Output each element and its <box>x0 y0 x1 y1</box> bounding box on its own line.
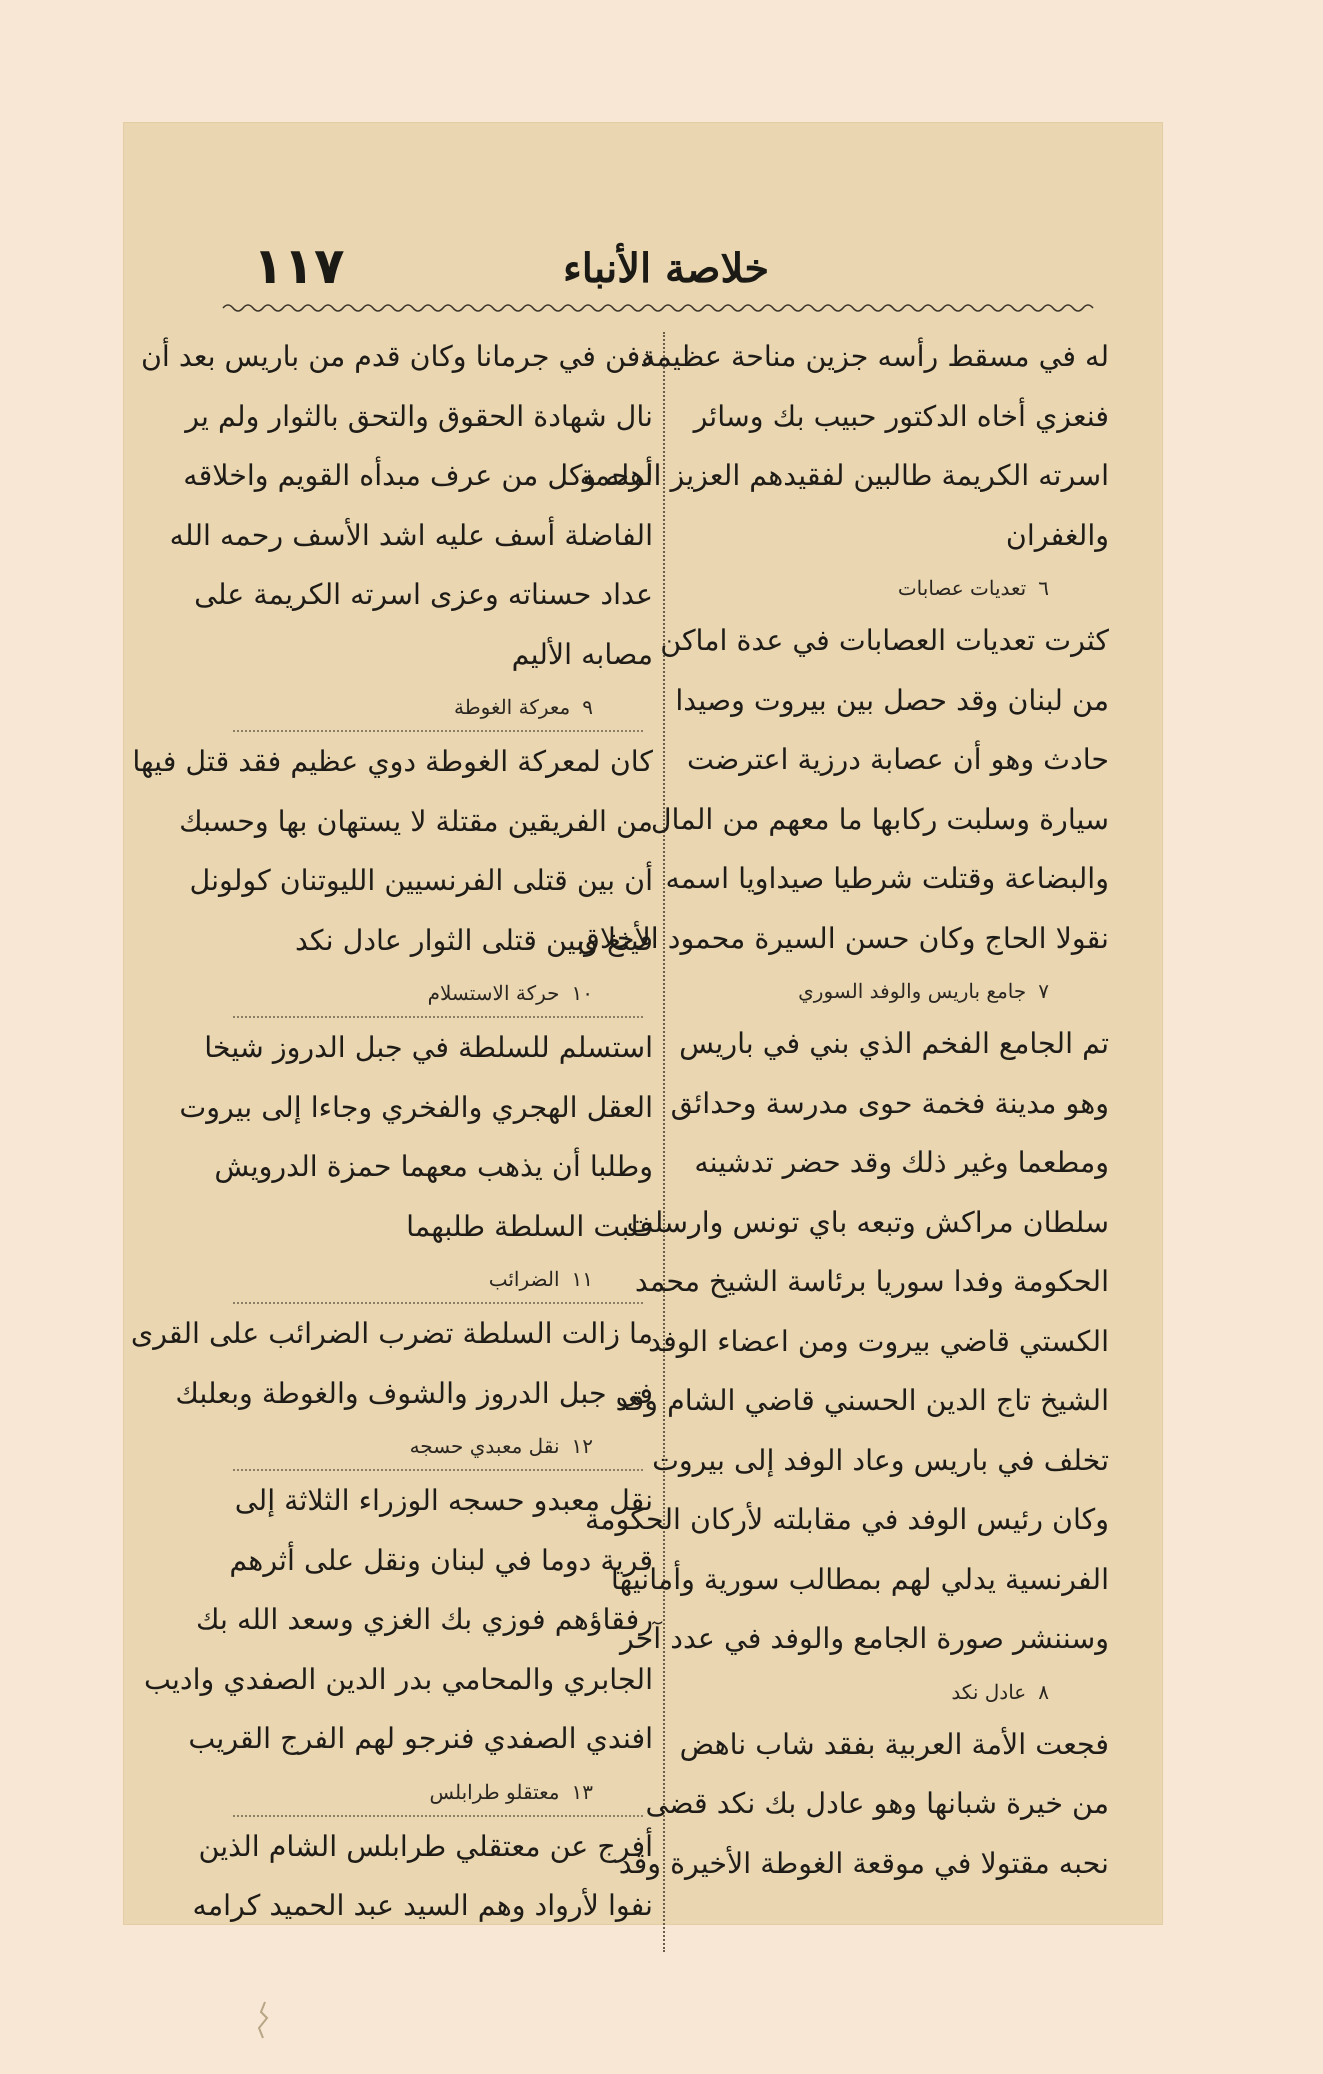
text-line: من لبنان وقد حصل بين بيروت وصيدا <box>675 683 1109 717</box>
section-title: عادل نكد <box>951 1679 1027 1704</box>
section-heading-8 <box>671 1669 1109 1715</box>
section-heading-6 <box>671 565 1109 611</box>
text-line: نقل معبدو حسجه الوزراء الثلاثة إلى <box>234 1484 653 1517</box>
text-line: فجعت الأمة العربية بفقد شاب ناهض <box>679 1727 1109 1761</box>
text-line: فينغ وبين قتلى الثوار عادل نكد <box>294 923 653 957</box>
text-line: سلطان مراكش وتبعه باي تونس وارسلت <box>626 1205 1109 1239</box>
section-title: جامع باريس والوفد السوري <box>798 979 1027 1003</box>
section-title: حركة الاستسلام <box>427 981 560 1005</box>
section-number: ١٢ <box>571 1434 593 1458</box>
section-number: ٧ <box>1038 979 1049 1003</box>
text-line: الحكومة وفدا سوريا برئاسة الشيخ محمد <box>634 1265 1109 1298</box>
text-line: والبضاعة وقتلت شرطيا صيداويا اسمه <box>665 862 1109 895</box>
text-line: الشيخ تاج الدين الحسني قاضي الشام وقد <box>615 1384 1109 1417</box>
text-line: كان لمعركة الغوطة دوي عظيم فقد قتل فيها <box>132 745 653 778</box>
section-number: ٦ <box>1038 576 1049 600</box>
text-line: حادث وهو أن عصابة درزية اعترضت <box>687 743 1109 776</box>
text-line: الكستي قاضي بيروت ومن اعضاء الوفد <box>648 1324 1109 1358</box>
text-line: قرية دوما في لبنان ونقل على أثرهم <box>229 1543 653 1577</box>
text-line: نحبه مقتولا في موقعة الغوطة الأخيرة وقد <box>618 1846 1109 1880</box>
text-line: دفن في جرمانا وكان قدم من باريس بعد أن <box>140 340 653 373</box>
text-line: تم الجامع الفخم الذي بني في باريس <box>679 1027 1109 1060</box>
text-line: العقل الهجري والفخري وجاءا إلى بيروت <box>179 1090 653 1124</box>
text-line: مصابه الأليم <box>511 637 653 671</box>
section-title: معركة الغوطة <box>453 695 571 719</box>
text-line: نفوا لأرواد وهم السيد عبد الحميد كرامه <box>192 1889 653 1922</box>
text-line: عداد حسناته وعزى اسرته الكريمة على <box>194 578 653 611</box>
section-heading-10 <box>223 970 653 1016</box>
section-heading-13 <box>223 1769 653 1815</box>
section-heading-11 <box>223 1256 653 1302</box>
text-line: أهله وكل من عرف مبدأه القويم واخلاقه <box>183 459 653 492</box>
running-title: خلاصة الأنباء <box>563 245 770 292</box>
text-line: من خيرة شبانها وهو عادل بك نكد قضى <box>645 1787 1109 1820</box>
text-line: أفرج عن معتقلي طرابلس الشام الذين <box>198 1829 653 1863</box>
page-paper <box>123 122 1163 1925</box>
wavy-rule <box>223 302 1093 314</box>
page-number: ١١٧ <box>253 237 345 295</box>
text-line: استسلم للسلطة في جبل الدروز شيخا <box>204 1031 653 1064</box>
section-number: ١١ <box>571 1267 593 1291</box>
section-number: ٨ <box>1038 1679 1049 1704</box>
text-line: وطلبا أن يذهب معهما حمزة الدرويش <box>214 1150 653 1183</box>
text-line: الفاضلة أسف عليه اشد الأسف رحمه الله <box>169 518 653 552</box>
text-line: ومطعما وغير ذلك وقد حضر تدشينه <box>694 1146 1109 1179</box>
text-line: من الفريقين مقتلة لا يستهان بها وحسبك <box>179 804 653 838</box>
section-title: تعديات عصابات <box>897 576 1027 600</box>
section-title: نقل معبدي حسجه <box>409 1434 560 1458</box>
text-line: له في مسقط رأسه جزين مناحة عظيمة <box>641 340 1109 373</box>
left-column <box>130 327 653 1936</box>
section-number: ٩ <box>582 695 593 719</box>
text-line: في جبل الدروز والشوف والغوطة وبعلبك <box>175 1376 653 1410</box>
running-head <box>123 237 1163 307</box>
column-divider <box>663 332 665 1952</box>
section-number: ١٣ <box>571 1779 593 1804</box>
text-line: وسننشر صورة الجامع والوفد في عدد آخر <box>619 1622 1109 1655</box>
text-line: سيارة وسلبت ركابها ما معهم من المال <box>650 802 1109 836</box>
section-heading-12 <box>223 1423 653 1469</box>
text-line: نال شهادة الحقوق والتحق بالثوار ولم ير <box>185 399 653 433</box>
text-line: تخلف في باريس وعاد الوفد إلى بيروت <box>652 1443 1109 1477</box>
text-line: افندي الصفدي فنرجو لهم الفرج القريب <box>188 1722 653 1755</box>
section-number: ١٠ <box>571 981 593 1005</box>
section-heading-9 <box>223 684 653 730</box>
text-line: نقولا الحاج وكان حسن السيرة محمود الأخلاق <box>577 921 1109 955</box>
text-line: الجابري والمحامي بدر الدين الصفدي واديب <box>143 1662 653 1696</box>
text-line: كثرت تعديات العصابات في عدة اماكن <box>660 624 1109 657</box>
text-line: رفقاؤهم فوزي بك الغزي وسعد الله بك <box>196 1603 653 1636</box>
text-line: اسرته الكريمة طالبين لفقيدهم العزيز الرحمة <box>579 459 1109 492</box>
text-line: وكان رئيس الوفد في مقابلته لأركان الحكومة <box>584 1503 1109 1536</box>
text-line: والغفران <box>1005 518 1109 552</box>
paper-tear-mark <box>251 2002 275 2038</box>
text-line: ما زالت السلطة تضرب الضرائب على القرى <box>130 1317 653 1350</box>
text-line: فلبت السلطة طلبهما <box>406 1209 653 1243</box>
text-line: فنعزي أخاه الدكتور حبيب بك وسائر <box>693 399 1109 433</box>
text-line: وهو مدينة فخمة حوى مدرسة وحدائق <box>670 1086 1109 1120</box>
section-heading-7 <box>671 968 1109 1014</box>
text-line: أن بين قتلى الفرنسيين الليوتنان كولونل <box>189 864 653 897</box>
text-line: الفرنسية يدلي لهم بمطالب سورية وأمانيها <box>610 1562 1109 1596</box>
section-title: معتقلو طرابلس <box>429 1779 560 1804</box>
section-title: الضرائب <box>488 1267 560 1291</box>
